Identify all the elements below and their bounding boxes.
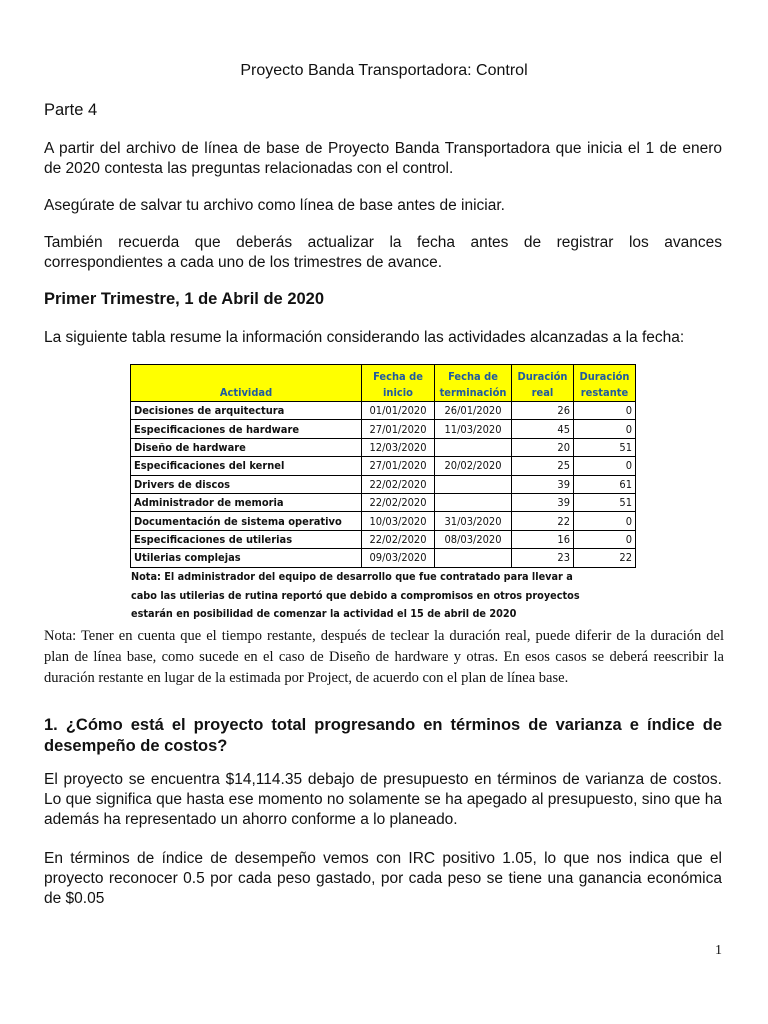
cell-end: 31/03/2020	[435, 512, 512, 530]
cell-activity: Documentación de sistema operativo	[131, 512, 362, 530]
activities-table	[130, 364, 636, 568]
cell-activity: Diseño de hardware	[131, 438, 362, 456]
header-start-date: Fecha de inicio	[362, 365, 435, 402]
cell-actual: 23	[512, 549, 574, 567]
cell-start: 22/02/2020	[362, 530, 435, 548]
cell-end	[435, 493, 512, 511]
cell-actual: 25	[512, 457, 574, 475]
cell-remaining: 0	[574, 420, 636, 438]
cell-start: 12/03/2020	[362, 438, 435, 456]
table-row	[131, 438, 636, 456]
date-note-paragraph: También recuerda que deberás actualizar la fecha antes de registrar los avances correspondientes a cada uno de los trimestres de avance.	[44, 234, 722, 271]
cell-activity: Utilerias complejas	[131, 549, 362, 567]
cell-activity: Especificaciones de utilerias	[131, 530, 362, 548]
cell-remaining: 0	[574, 530, 636, 548]
answer-1-paragraph-b: En términos de índice de desempeño vemos con IRC positivo 1.05, lo que nos indica que el proyecto reconocer 0.5 por cada peso gastado, por cada peso se tiene una ganancia económica de $0.05	[44, 850, 722, 907]
cell-start: 09/03/2020	[362, 549, 435, 567]
cell-activity: Decisiones de arquitectura	[131, 402, 362, 420]
table-header-row	[131, 365, 636, 402]
table-row	[131, 457, 636, 475]
header-actual-duration: Duración real	[512, 365, 574, 402]
cell-activity: Administrador de memoria	[131, 493, 362, 511]
table-row	[131, 493, 636, 511]
cell-actual: 22	[512, 512, 574, 530]
cell-start: 27/01/2020	[362, 457, 435, 475]
header-activity: Actividad	[131, 365, 362, 402]
header-end-date: Fecha de terminación	[435, 365, 512, 402]
page-number: 1	[715, 943, 722, 958]
cell-remaining: 51	[574, 493, 636, 511]
part-heading: Parte 4	[44, 101, 98, 119]
table-footnote: Nota: El administrador del equipo de desarrollo que fue contratado para llevar a cabo las utilerias de rutina reportó que debido a compromisos en otros proyectos estarán en posibilidad de comenzar la actividad el 15 de abril de 2020	[131, 570, 580, 620]
table-row	[131, 420, 636, 438]
cell-activity: Drivers de discos	[131, 475, 362, 493]
cell-start: 27/01/2020	[362, 420, 435, 438]
table-row	[131, 475, 636, 493]
remaining-duration-note: Nota: Tener en cuenta que el tiempo restante, después de teclear la duración real, puede diferir de la duración del plan de línea base, como sucede en el caso de Diseño de hardware y otras. En esos casos se deberá reescribir la duración restante en lugar de la estimada por Project, de acuerdo con el plan de línea base.	[44, 628, 724, 686]
cell-remaining: 22	[574, 549, 636, 567]
cell-actual: 20	[512, 438, 574, 456]
cell-remaining: 0	[574, 512, 636, 530]
cell-start: 01/01/2020	[362, 402, 435, 420]
table-row	[131, 549, 636, 567]
table-intro-paragraph: La siguiente tabla resume la información considerando las actividades alcanzadas a la fecha:	[44, 329, 685, 346]
cell-end: 26/01/2020	[435, 402, 512, 420]
cell-end: 11/03/2020	[435, 420, 512, 438]
cell-start: 10/03/2020	[362, 512, 435, 530]
cell-activity: Especificaciones de hardware	[131, 420, 362, 438]
cell-activity: Especificaciones del kernel	[131, 457, 362, 475]
cell-start: 22/02/2020	[362, 493, 435, 511]
table-row	[131, 530, 636, 548]
cell-end	[435, 475, 512, 493]
cell-end: 08/03/2020	[435, 530, 512, 548]
table-row	[131, 512, 636, 530]
cell-actual: 16	[512, 530, 574, 548]
document-title: Proyecto Banda Transportadora: Control	[240, 62, 528, 79]
cell-remaining: 61	[574, 475, 636, 493]
cell-actual: 26	[512, 402, 574, 420]
intro-paragraph: A partir del archivo de línea de base de Proyecto Banda Transportadora que inicia el 1 de enero de 2020 contesta las preguntas relacionadas con el control.	[44, 140, 722, 177]
cell-remaining: 0	[574, 457, 636, 475]
answer-1-paragraph-a: El proyecto se encuentra $14,114.35 debajo de presupuesto en términos de varianza de costos. Lo que significa que hasta ese momento no solamente se ha apegado al presupuesto, sino que ha además ha representado un ahorro conforme a lo planeado.	[44, 771, 722, 828]
cell-actual: 39	[512, 475, 574, 493]
cell-actual: 45	[512, 420, 574, 438]
cell-start: 22/02/2020	[362, 475, 435, 493]
cell-end	[435, 438, 512, 456]
header-remaining-duration: Duración restante	[574, 365, 636, 402]
cell-end	[435, 549, 512, 567]
table-row	[131, 402, 636, 420]
cell-actual: 39	[512, 493, 574, 511]
cell-remaining: 0	[574, 402, 636, 420]
cell-end: 20/02/2020	[435, 457, 512, 475]
quarter-heading: Primer Trimestre, 1 de Abril de 2020	[44, 290, 325, 308]
question-1-heading: 1. ¿Cómo está el proyecto total progresando en términos de varianza e índice de desempeño de costos?	[44, 716, 722, 755]
save-note-paragraph: Asegúrate de salvar tu archivo como línea de base antes de iniciar.	[44, 197, 505, 214]
cell-remaining: 51	[574, 438, 636, 456]
